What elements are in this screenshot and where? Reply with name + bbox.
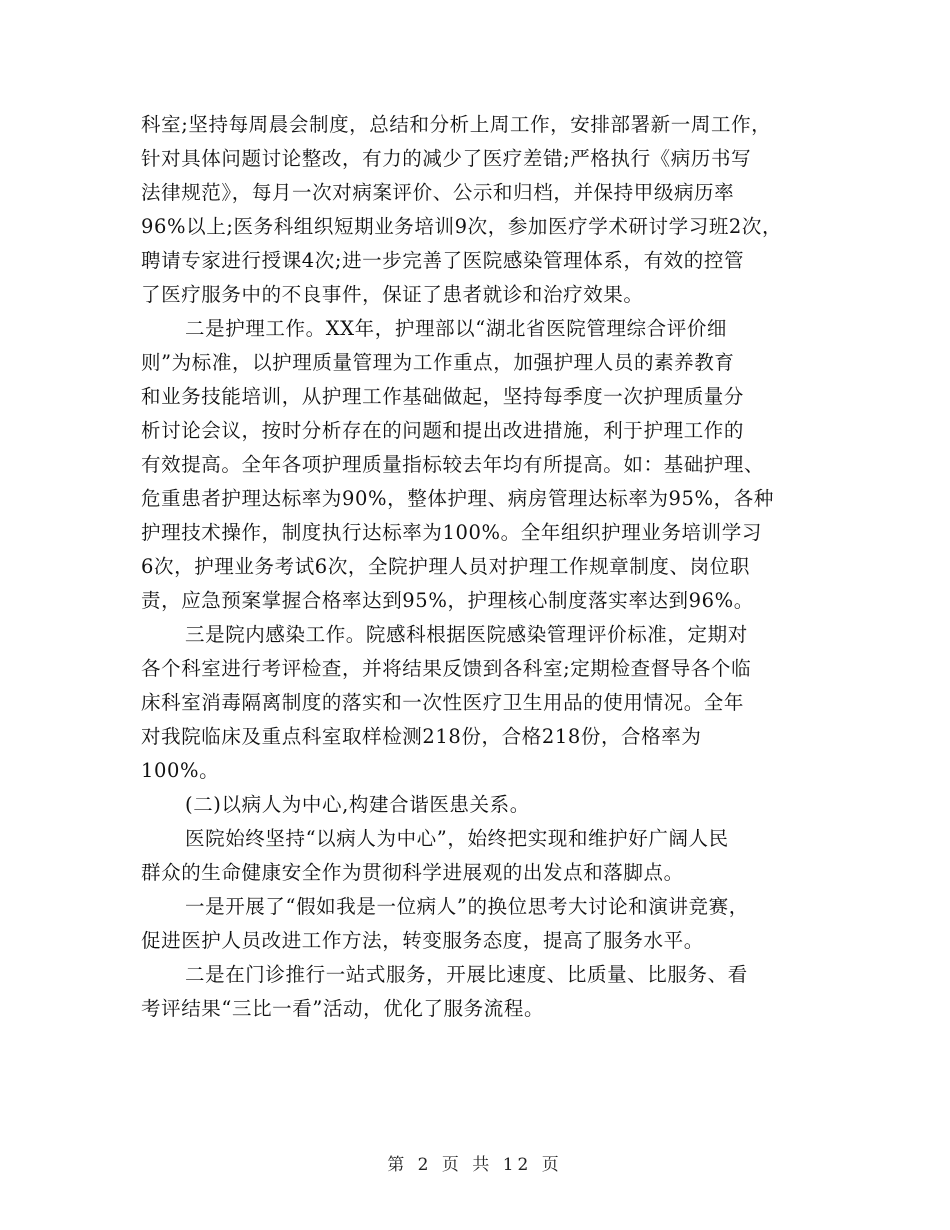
text-line: 一是开展了“假如我是一位病人”的换位思考大讨论和演讲竞赛， [185,895,749,918]
text-line: 对我院临床及重点科室取样检测218份，合格218份，合格率为 [141,725,702,748]
text-line: 床科室消毒隔离制度的落实和一次性医疗卫生用品的使用情况。全年 [141,691,745,714]
text-line: 则”为标准，以护理质量管理为工作重点，加强护理人员的素养教育 [141,351,735,374]
text-line: 科室;坚持每周晨会制度，总结和分析上周工作，安排部署新一周工作， [141,113,772,136]
text-line: 各个科室进行考评检查，并将结果反馈到各科室;定期检查督导各个临 [141,657,752,680]
text-line: 促进医护人员改进工作方法，转变服务态度，提高了服务水平。 [141,929,704,952]
text-line: 三是院内感染工作。院感科根据医院感染管理评价标准，定期对 [185,623,748,646]
text-line: (二)以病人为中心,构建合谐医患关系。 [185,793,530,816]
page-footer: 第 2 页 共 12 页 [387,1155,563,1175]
text-line: 护理技术操作，制度执行达标率为100%。全年组织护理业务培训学习 [141,521,762,544]
text-line: 考评结果“三比一看”活动，优化了服务流程。 [141,997,545,1020]
text-line: 和业务技能培训，从护理工作基础做起，坚持每季度一次护理质量分 [141,385,745,408]
text-line: 针对具体问题讨论整改，有力的减少了医疗差错;严格执行《病历书写 [141,147,752,170]
text-line: 100%。 [141,759,220,782]
text-line: 法律规范》，每月一次对病案评价、公示和归档，并保持甲级病历率 [141,181,735,204]
text-line: 二是护理工作。XX年，护理部以“湖北省医院管理综合评价细 [185,317,728,340]
text-line: 二是在门诊推行一站式服务，开展比速度、比质量、比服务、看 [185,963,748,986]
text-line: 危重患者护理达标率为90%，整体护理、病房管理达标率为95%，各种 [141,487,774,510]
text-line: 聘请专家进行授课4次;进一步完善了医院感染管理体系，有效的控管 [141,249,745,272]
text-line: 有效提高。全年各项护理质量指标较去年均有所提高。如：基础护理、 [141,453,765,476]
text-line: 群众的生命健康安全作为贯彻科学进展观的出发点和落脚点。 [141,861,684,884]
text-line: 析讨论会议，按时分析存在的问题和提出改进措施，利于护理工作的 [141,419,745,442]
text-line: 6次，护理业务考试6次，全院护理人员对护理工作规章制度、岗位职 [141,555,750,578]
text-line: 96%以上;医务科组织短期业务培训9次，参加医疗学术研讨学习班2次， [141,215,783,238]
text-line: 医院始终坚持“以病人为中心”，始终把实现和维护好广阔人民 [185,827,729,850]
document-body [141,108,821,1026]
text-line: 了医疗服务中的不良事件，保证了患者就诊和治疗效果。 [141,283,644,306]
text-line: 责，应急预案掌握合格率达到95%，护理核心制度落实率达到96%。 [141,589,754,612]
